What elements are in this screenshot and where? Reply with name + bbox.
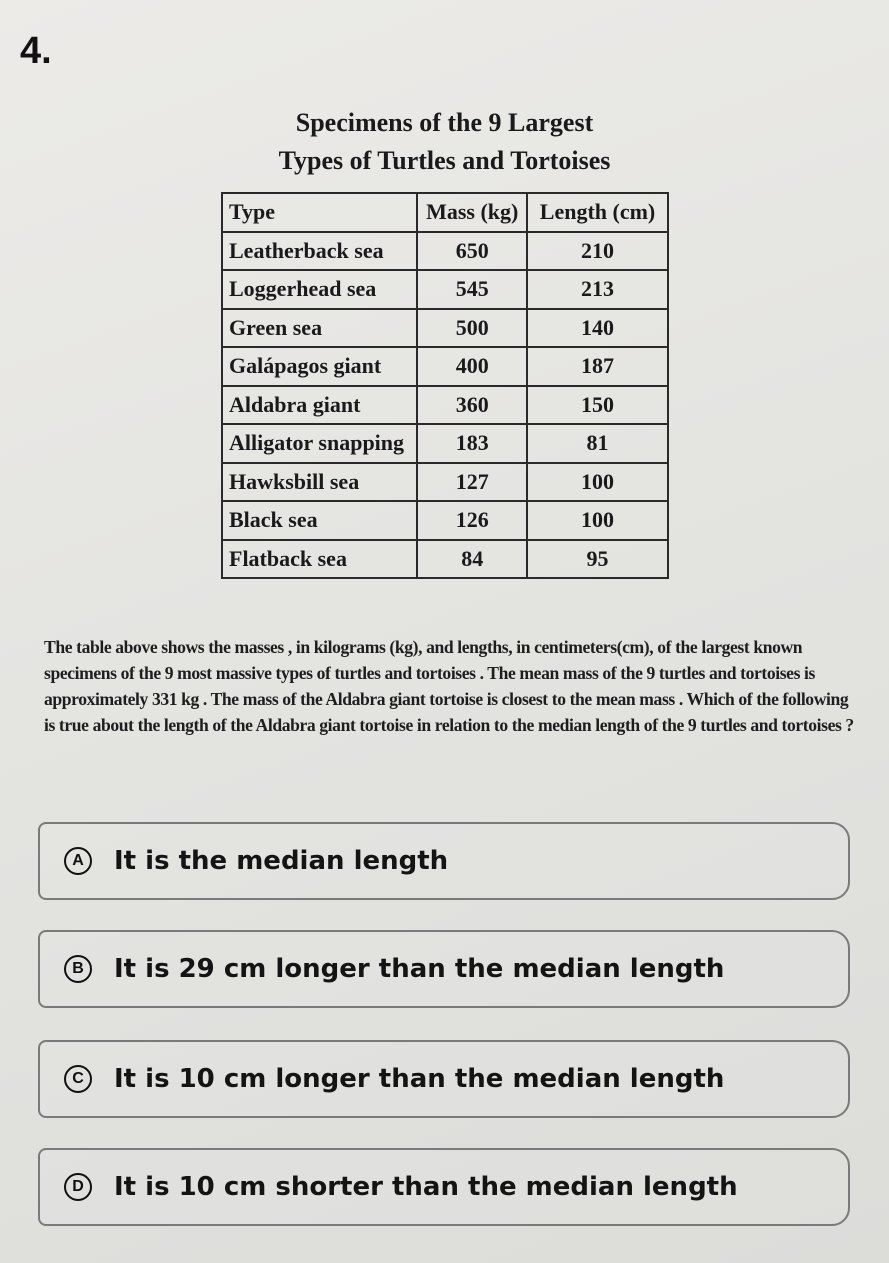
table-header-row (222, 193, 668, 232)
table-row (222, 463, 668, 502)
cell-type: Green sea (222, 309, 417, 348)
choice-text-d: It is 10 cm shorter than the median length (114, 1172, 738, 1202)
cell-type: Black sea (222, 501, 417, 540)
cell-type: Flatback sea (222, 540, 417, 579)
choice-b[interactable] (38, 930, 850, 1008)
header-type: Type (222, 193, 417, 232)
table-title-line1: Specimens of the 9 Largest (295, 108, 594, 137)
cell-length: 150 (527, 386, 668, 425)
choice-letter-d: D (64, 1173, 92, 1201)
cell-length: 100 (527, 501, 668, 540)
cell-length: 187 (527, 347, 668, 386)
choice-text-c: It is 10 cm longer than the median length (114, 1064, 725, 1094)
choice-text-a: It is the median length (114, 846, 449, 876)
cell-mass: 84 (417, 540, 527, 579)
table-row (222, 347, 668, 386)
cell-length: 95 (527, 540, 668, 579)
cell-type: Alligator snapping (222, 424, 417, 463)
cell-mass: 400 (417, 347, 527, 386)
cell-length: 140 (527, 309, 668, 348)
cell-type: Loggerhead sea (222, 270, 417, 309)
cell-type: Leatherback sea (222, 232, 417, 271)
header-length: Length (cm) (527, 193, 668, 232)
choice-d[interactable] (38, 1148, 850, 1226)
cell-mass: 650 (417, 232, 527, 271)
cell-mass: 500 (417, 309, 527, 348)
question-number: 4. (20, 30, 52, 72)
table-row (222, 232, 668, 271)
choice-text-b: It is 29 cm longer than the median length (114, 954, 725, 984)
table-row (222, 386, 668, 425)
table-row (222, 424, 668, 463)
cell-mass: 360 (417, 386, 527, 425)
cell-mass: 127 (417, 463, 527, 502)
table-title-line2: Types of Turtles and Tortoises (278, 146, 611, 175)
cell-mass: 545 (417, 270, 527, 309)
cell-length: 100 (527, 463, 668, 502)
table-row (222, 309, 668, 348)
cell-mass: 183 (417, 424, 527, 463)
question-passage: The table above shows the masses , in kilograms (kg), and lengths, in centimeters(cm), of the largest known specimens of the 9 most massive types of turtles and tortoises . The mean mass of the 9 turtles and tortoises is approximately 331 kg . The mass of the Aldabra giant tortoise is closest to the mean mass . Which of the following is true about the length of the Aldabra giant tortoise in relation to the median length of the 9 turtles and tortoises ? (44, 637, 854, 735)
header-mass: Mass (kg) (417, 193, 527, 232)
cell-length: 81 (527, 424, 668, 463)
specimens-table (221, 192, 669, 579)
cell-length: 210 (527, 232, 668, 271)
choice-letter-a: A (64, 847, 92, 875)
cell-type: Hawksbill sea (222, 463, 417, 502)
cell-length: 213 (527, 270, 668, 309)
table-row (222, 501, 668, 540)
choice-c[interactable] (38, 1040, 850, 1118)
choice-letter-c: C (64, 1065, 92, 1093)
cell-mass: 126 (417, 501, 527, 540)
cell-type: Aldabra giant (222, 386, 417, 425)
choice-letter-b: B (64, 955, 92, 983)
table-row (222, 270, 668, 309)
choice-a[interactable] (38, 822, 850, 900)
cell-type: Galápagos giant (222, 347, 417, 386)
table-row (222, 540, 668, 579)
